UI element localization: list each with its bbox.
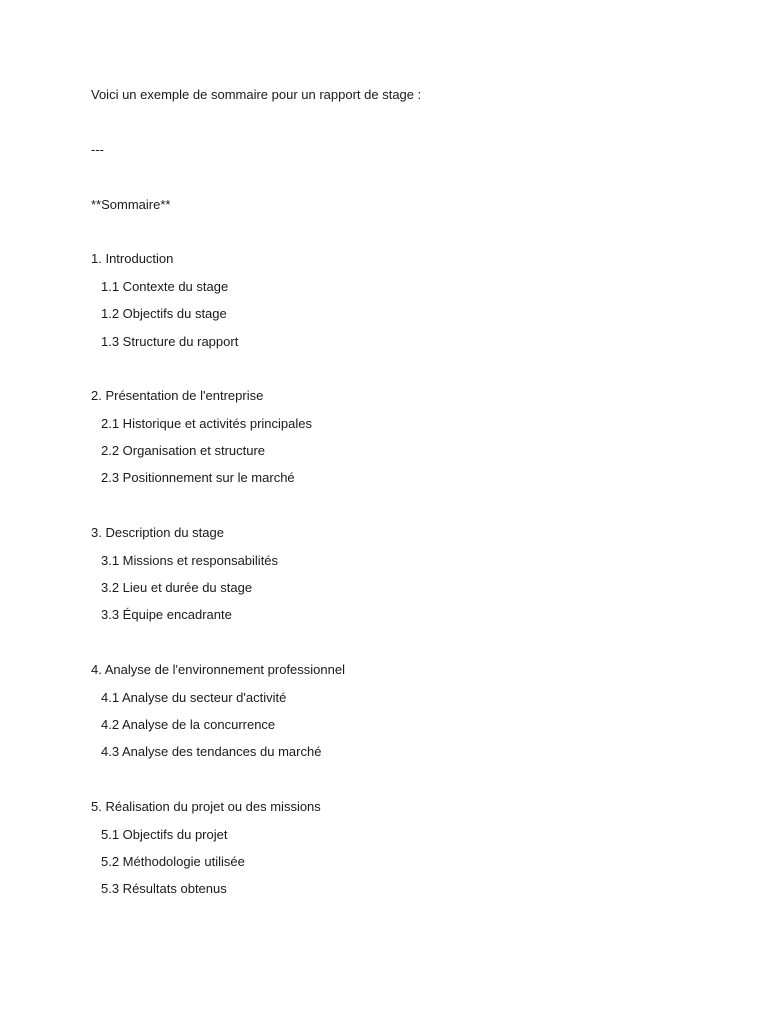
section-5 bbox=[91, 798, 728, 908]
spacer bbox=[91, 771, 728, 798]
section-title: 5. Réalisation du projet ou des missions bbox=[91, 799, 321, 815]
intro-text: Voici un exemple de sommaire pour un rapport de stage : bbox=[91, 87, 422, 102]
section-item: 4.3 Analyse des tendances du marché bbox=[101, 744, 322, 760]
section-item: 2.3 Positionnement sur le marché bbox=[101, 470, 295, 486]
spacer bbox=[91, 497, 728, 524]
section-title: 4. Analyse de l'environnement professionnel bbox=[91, 662, 345, 678]
summary-heading: **Sommaire** bbox=[91, 196, 171, 212]
section-2 bbox=[91, 387, 728, 497]
section-item: 3.3 Équipe encadrante bbox=[101, 607, 232, 623]
spacer bbox=[91, 360, 728, 387]
section-item: 4.1 Analyse du secteur d'activité bbox=[101, 689, 287, 705]
spacer bbox=[91, 634, 728, 661]
section-item: 1.3 Structure du rapport bbox=[101, 333, 239, 349]
section-item: 1.1 Contexte du stage bbox=[101, 278, 229, 294]
spacer bbox=[91, 223, 728, 250]
spacer bbox=[91, 168, 728, 195]
section-title: 2. Présentation de l'entreprise bbox=[91, 388, 264, 404]
section-item: 3.2 Lieu et durée du stage bbox=[101, 580, 253, 596]
document-page bbox=[91, 86, 728, 908]
section-item: 2.1 Historique et activités principales bbox=[101, 415, 312, 431]
section-item: 3.1 Missions et responsabilités bbox=[101, 552, 279, 568]
section-item: 4.2 Analyse de la concurrence bbox=[101, 716, 276, 732]
section-item: 5.2 Méthodologie utilisée bbox=[101, 853, 245, 869]
section-item: 5.3 Résultats obtenus bbox=[101, 881, 227, 897]
section-item: 1.2 Objectifs du stage bbox=[101, 306, 227, 322]
section-title: 1. Introduction bbox=[91, 251, 174, 267]
section-4 bbox=[91, 661, 728, 771]
section-1 bbox=[91, 250, 728, 360]
section-3 bbox=[91, 524, 728, 634]
section-title: 3. Description du stage bbox=[91, 525, 224, 541]
section-item: 2.2 Organisation et structure bbox=[101, 443, 266, 459]
separator-text: --- bbox=[91, 141, 104, 157]
spacer bbox=[91, 113, 728, 140]
section-item: 5.1 Objectifs du projet bbox=[101, 826, 228, 842]
